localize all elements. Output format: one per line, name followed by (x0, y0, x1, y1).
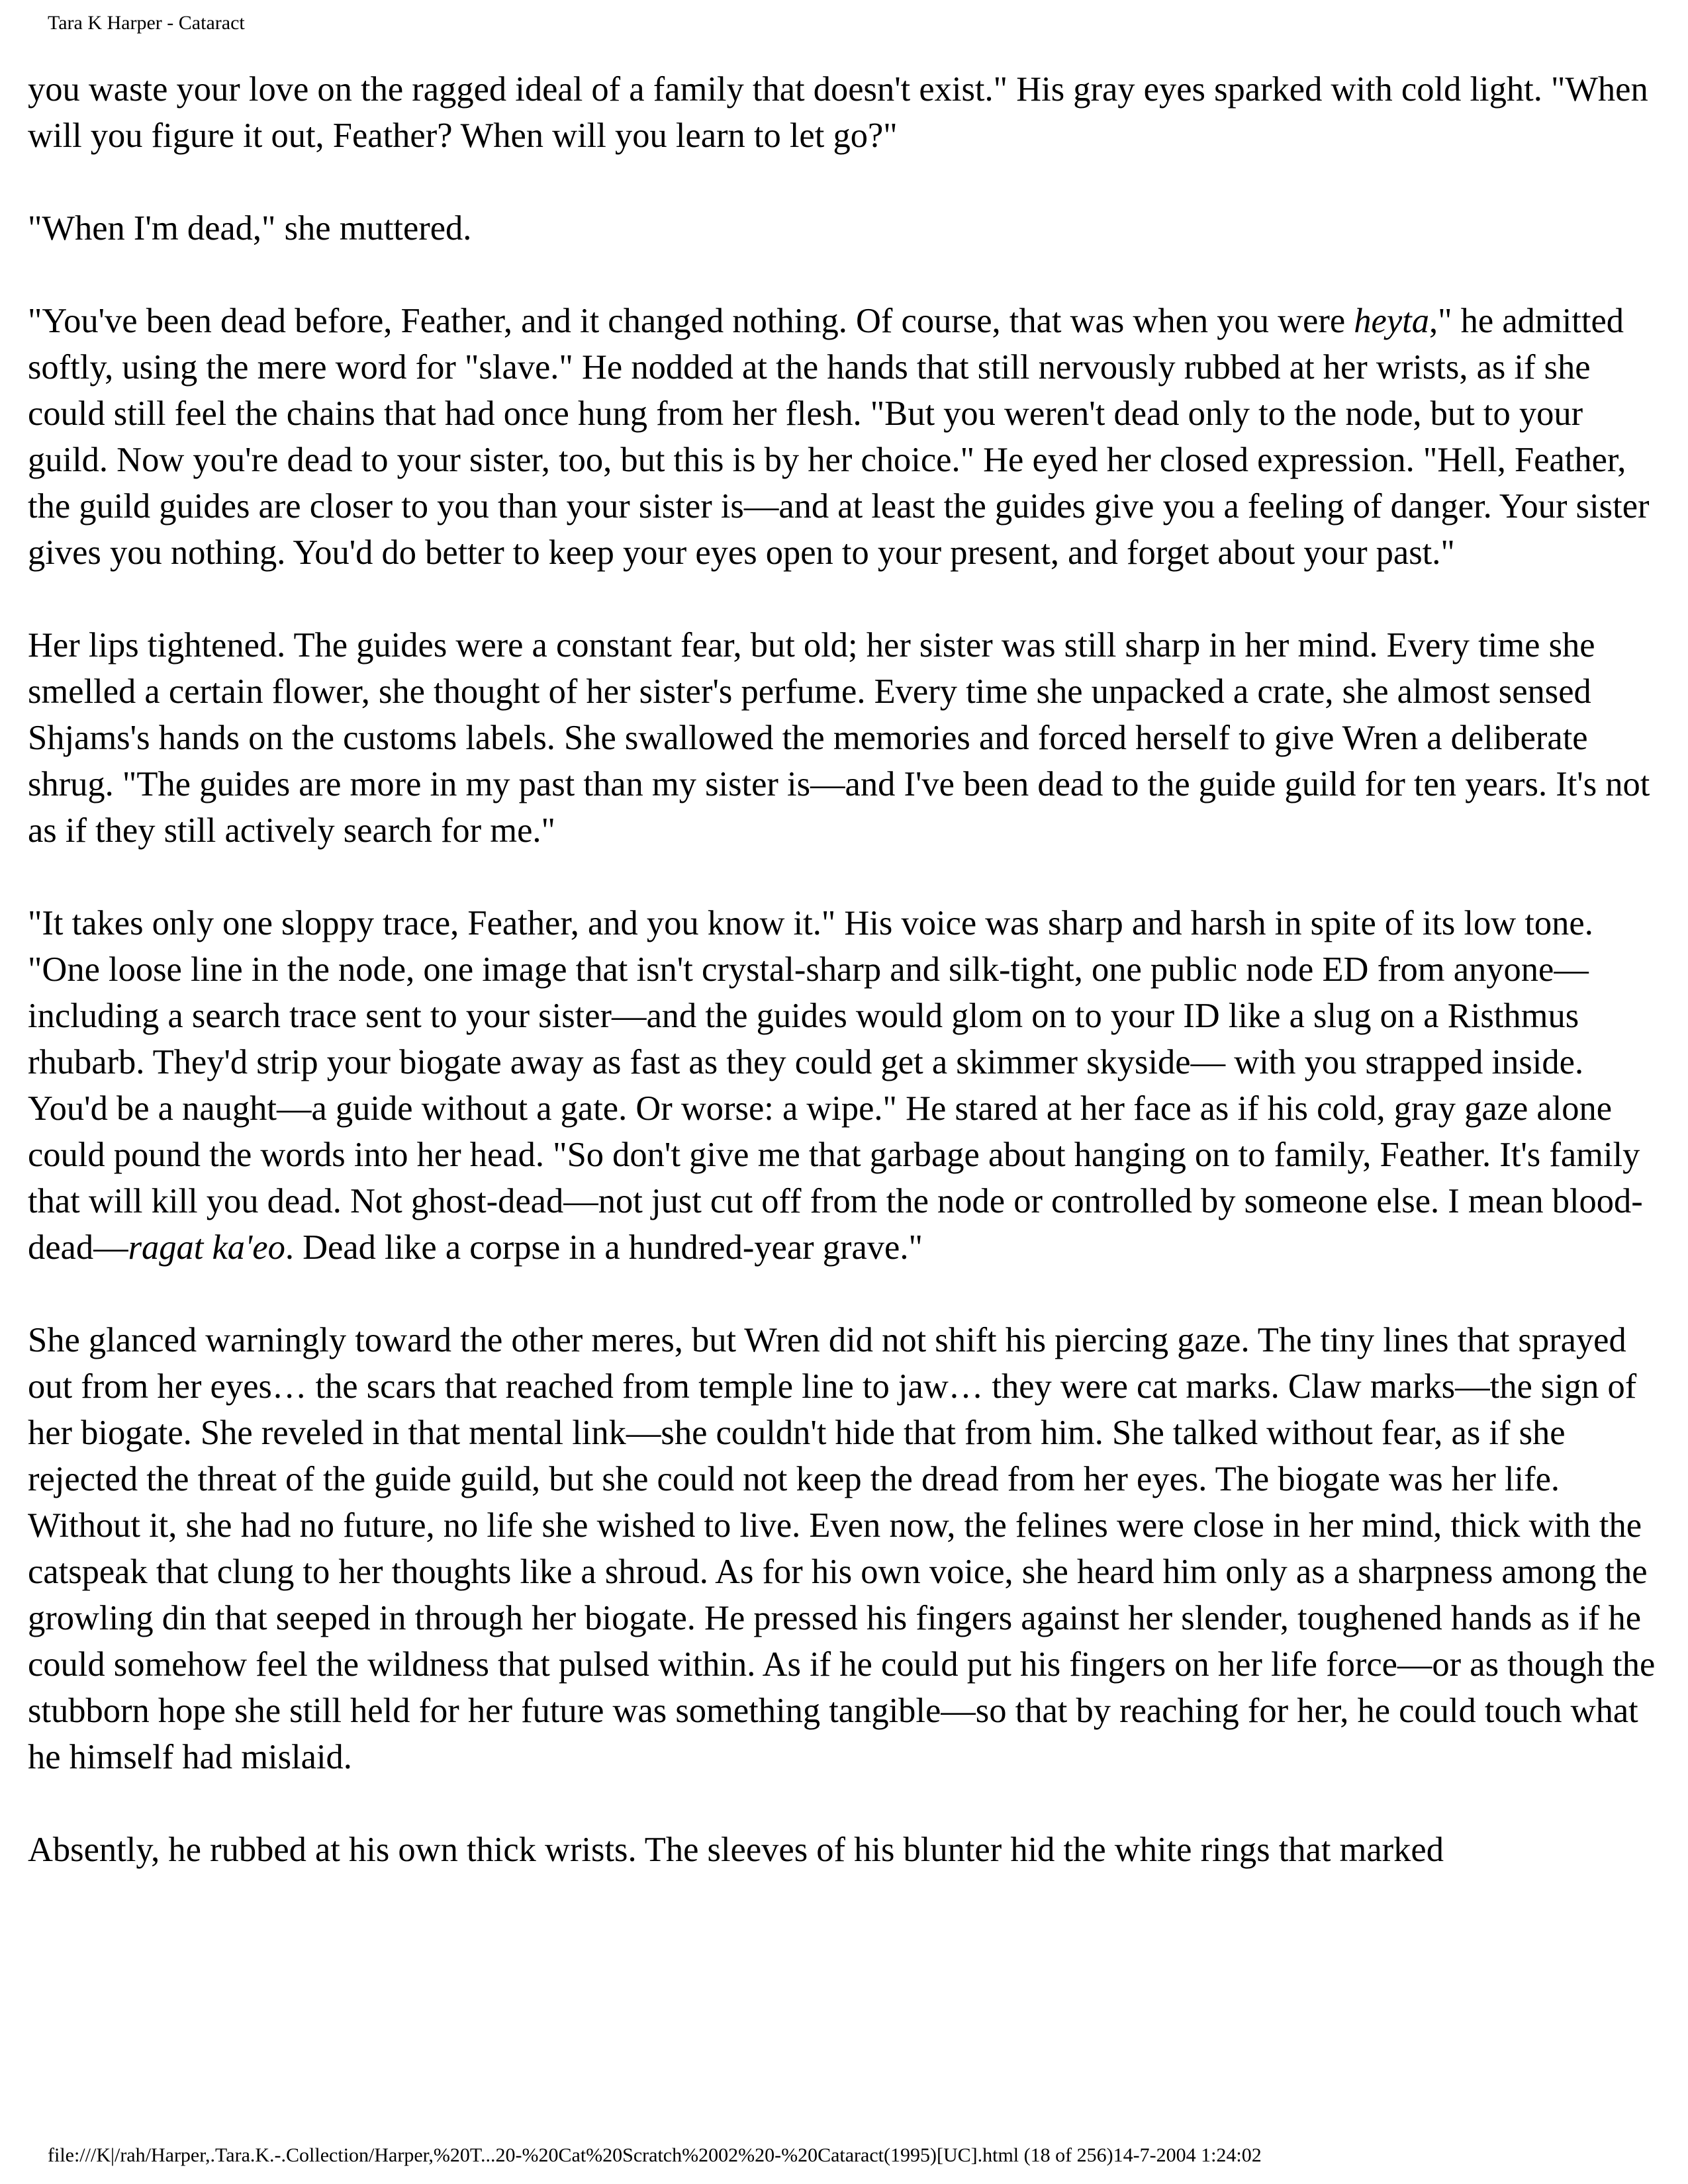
italic-phrase: ragat ka'eo (128, 1228, 285, 1267)
italic-word: heyta (1354, 302, 1429, 340)
document-body (28, 66, 1663, 1873)
paragraph-1 (28, 66, 1663, 159)
page-footer-path: file:///K|/rah/Harper,.Tara.K.-.Collection/Harper,%20T...20-%20Cat%20Scratch%2002%20-%20Cataract(1995)[UC].html (18 of 256)14-7-2004 1:24:02 (48, 2144, 1262, 2166)
paragraph-text: you waste your love on the ragged ideal of a family that doesn't exist." His gray eyes sparked with cold light. "When will you figure it out, Feather? When will you learn to let go?" (28, 70, 1648, 155)
paragraph-6 (28, 1317, 1663, 1780)
paragraph-text: Absently, he rubbed at his own thick wrists. The sleeves of his blunter hid the white rings that marked (28, 1831, 1444, 1869)
paragraph-text: "It takes only one sloppy trace, Feather, and you know it." His voice was sharp and harsh in spite of its low tone. "One loose line in the node, one image that isn't crystal-sharp and silk-tight, one public node ED from anyone—including a search trace sent to your sister—and the guides would glom on to your ID like a slug on a Risthmus rhubarb. They'd strip your biogate away as fast as they could get a skimmer skyside— with you strapped inside. You'd be a naught—a guide without a gate. Or worse: a wipe." He stared at her face as if his cold, gray gaze alone could pound the words into her head. "So don't give me that garbage about hanging on to family, Feather. It's family that will kill you dead. Not ghost-dead—not just cut off from the node or controlled by someone else. I mean blood-dead— (28, 904, 1643, 1267)
page-header-title: Tara K Harper - Cataract (48, 12, 245, 34)
paragraph-text: "When I'm dead," she muttered. (28, 209, 472, 248)
paragraph-7 (28, 1827, 1663, 1873)
paragraph-3 (28, 298, 1663, 576)
paragraph-5 (28, 900, 1663, 1271)
paragraph-text: . Dead like a corpse in a hundred-year grave." (285, 1228, 923, 1267)
paragraph-text: "You've been dead before, Feather, and it changed nothing. Of course, that was when you were (28, 302, 1354, 340)
paragraph-2 (28, 205, 1663, 251)
paragraph-text: She glanced warningly toward the other meres, but Wren did not shift his piercing gaze. The tiny lines that sprayed out from her eyes… the scars that reached from temple line to jaw… they were cat marks. Claw marks—the sign of her biogate. She reveled in that mental link—she couldn't hide that from him. She talked without fear, as if she rejected the threat of the guide guild, but she could not keep the dread from her eyes. The biogate was her life. Without it, she had no future, no life she wished to live. Even now, the felines were close in her mind, thick with the catspeak that clung to her thoughts like a shroud. As for his own voice, she heard him only as a sharpness among the growling din that seeped in through her biogate. He pressed his fingers against her slender, toughened hands as if he could somehow feel the wildness that pulsed within. As if he could put his fingers on her life force—or as though the stubborn hope she still held for her future was something tangible—so that by reaching for her, he could touch what he himself had mislaid. (28, 1321, 1656, 1776)
paragraph-text: Her lips tightened. The guides were a constant fear, but old; her sister was still sharp in her mind. Every time she smelled a certain flower, she thought of her sister's perfume. Every time she unpacked a crate, she almost sensed Shjams's hands on the customs labels. She swallowed the memories and forced herself to give Wren a deliberate shrug. "The guides are more in my past than my sister is—and I've been dead to the guide guild for ten years. It's not as if they still actively search for me." (28, 626, 1650, 850)
paragraph-4 (28, 622, 1663, 854)
paragraph-text: ," he admitted softly, using the mere word for "slave." He nodded at the hands that still nervously rubbed at her wrists, as if she could still feel the chains that had once hung from her flesh. "But you weren't dead only to the node, but to your guild. Now you're dead to your sister, too, but this is by her choice." He eyed her closed expression. "Hell, Feather, the guild guides are closer to you than your sister is—and at least the guides give you a feeling of danger. Your sister gives you nothing. You'd do better to keep your eyes open to your present, and forget about your past." (28, 302, 1650, 572)
